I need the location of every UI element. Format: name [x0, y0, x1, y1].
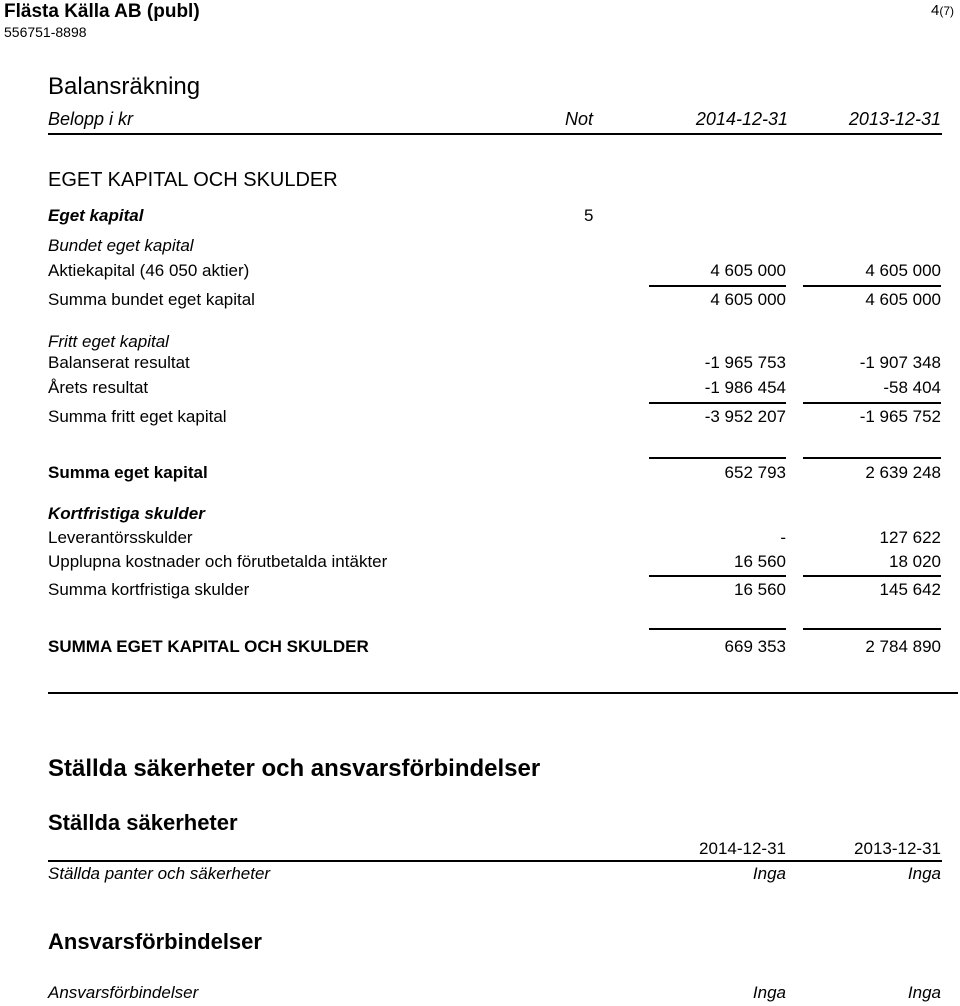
column-header-year2: 2013-12-31	[848, 109, 941, 129]
equity-total-2014: 652 793	[724, 463, 786, 482]
accrued-expenses-2014: 16 560	[734, 552, 786, 571]
share-capital-label: Aktiekapital (46 050 aktier)	[48, 261, 250, 280]
pledges-column-year2: 2013-12-31	[854, 839, 941, 858]
equity-heading: Eget kapital	[48, 206, 144, 225]
contingent-liabilities-row-label: Ansvarsförbindelser	[48, 983, 199, 1002]
unrestricted-equity-heading: Fritt eget kapital	[48, 332, 169, 351]
grand-total-label: SUMMA EGET KAPITAL OCH SKULDER	[48, 637, 369, 656]
column-header-amount: Belopp i kr	[48, 109, 134, 129]
equity-total-2013: 2 639 248	[865, 463, 941, 482]
page-number	[931, 3, 954, 18]
accounts-payable-label: Leverantörsskulder	[48, 528, 193, 547]
section-title-equity-liabilities: EGET KAPITAL OCH SKULDER	[48, 169, 338, 191]
total-line	[649, 457, 786, 459]
accrued-expenses-2013: 18 020	[889, 552, 941, 571]
total-line	[803, 457, 941, 459]
sum-line	[649, 575, 786, 577]
year-result-2013: -58 404	[883, 378, 941, 397]
column-header-year1: 2014-12-31	[695, 109, 788, 129]
grand-total-2013: 2 784 890	[865, 637, 941, 656]
column-header-note: Not	[565, 109, 594, 129]
company-name: Flästa Källa AB (publ)	[4, 1, 200, 22]
pledged-assets-title: Ställda säkerheter	[48, 810, 238, 835]
header-divider	[48, 133, 942, 135]
org-number: 556751-8898	[4, 24, 87, 40]
section-divider	[48, 692, 958, 694]
current-liabilities-sum-label: Summa kortfristiga skulder	[48, 580, 250, 599]
year-result-label: Årets resultat	[48, 378, 149, 397]
sum-line	[803, 402, 941, 404]
total-line	[649, 628, 786, 630]
share-capital-2013: 4 605 000	[865, 261, 941, 280]
page-total: (7)	[939, 4, 954, 18]
restricted-equity-sum-label: Summa bundet eget kapital	[48, 290, 255, 309]
retained-earnings-2014: -1 965 753	[704, 353, 786, 372]
equity-total-label: Summa eget kapital	[48, 463, 208, 482]
unrestricted-equity-sum-label: Summa fritt eget kapital	[48, 407, 227, 426]
retained-earnings-2013: -1 907 348	[859, 353, 941, 372]
pledged-assets-2013: Inga	[907, 864, 941, 883]
equity-note-ref: 5	[584, 206, 594, 225]
current-liabilities-sum-2013: 145 642	[879, 580, 941, 599]
year-result-2014: -1 986 454	[704, 378, 786, 397]
accounts-payable-2014: -	[780, 528, 786, 547]
page-current: 4	[930, 2, 940, 19]
pledged-assets-row-label: Ställda panter och säkerheter	[48, 864, 271, 883]
pledges-section-title: Ställda säkerheter och ansvarsförbindelser	[48, 755, 541, 782]
accrued-expenses-label: Upplupna kostnader och förutbetalda intäkter	[48, 552, 388, 571]
grand-total-2014: 669 353	[724, 637, 786, 656]
sum-line	[803, 575, 941, 577]
sum-line	[649, 285, 786, 287]
unrestricted-equity-sum-2013: -1 965 752	[859, 407, 941, 426]
contingent-liabilities-title: Ansvarsförbindelser	[48, 929, 262, 954]
pledged-assets-2014: Inga	[752, 864, 786, 883]
restricted-equity-sum-2014: 4 605 000	[710, 290, 786, 309]
unrestricted-equity-sum-2014: -3 952 207	[704, 407, 786, 426]
pledges-header-divider	[48, 860, 942, 862]
total-line	[803, 628, 941, 630]
restricted-equity-heading: Bundet eget kapital	[48, 236, 194, 255]
pledges-column-year1: 2014-12-31	[699, 839, 786, 858]
balance-sheet-title: Balansräkning	[48, 73, 201, 100]
current-liabilities-heading: Kortfristiga skulder	[48, 504, 205, 523]
share-capital-2014: 4 605 000	[710, 261, 786, 280]
current-liabilities-sum-2014: 16 560	[734, 580, 786, 599]
accounts-payable-2013: 127 622	[879, 528, 941, 547]
retained-earnings-label: Balanserat resultat	[48, 353, 190, 372]
sum-line	[803, 285, 941, 287]
sum-line	[649, 402, 786, 404]
contingent-liabilities-2013: Inga	[907, 983, 941, 1002]
contingent-liabilities-2014: Inga	[752, 983, 786, 1002]
restricted-equity-sum-2013: 4 605 000	[865, 290, 941, 309]
